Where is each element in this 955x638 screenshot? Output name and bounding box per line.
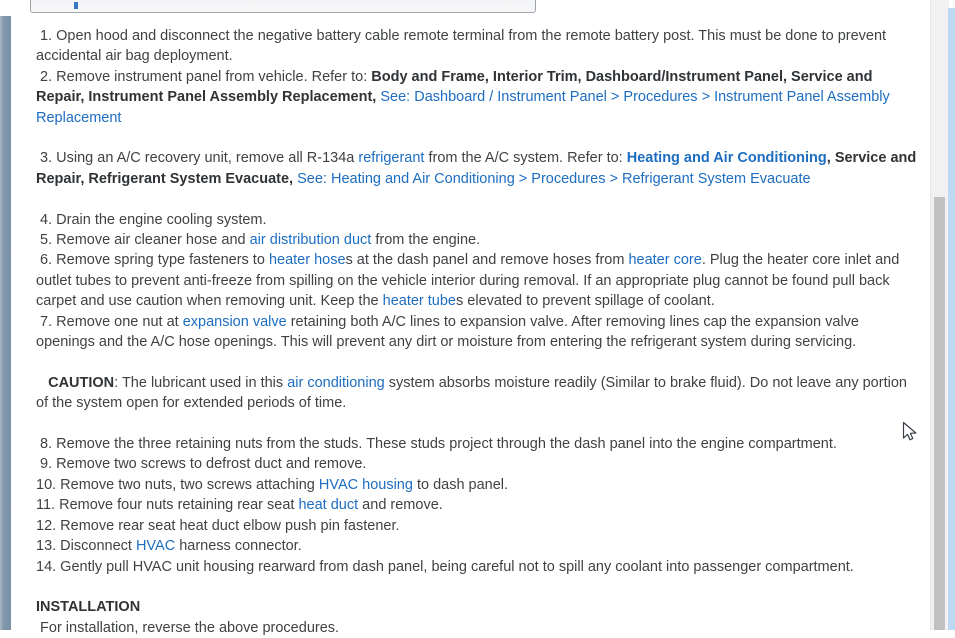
inline-link[interactable]: air distribution duct xyxy=(249,232,372,249)
text-run: to dash panel. xyxy=(412,476,509,493)
procedure-document xyxy=(36,26,920,638)
step-14 xyxy=(36,557,920,577)
text-run: Body and Frame, Interior Trim, Dashboard/Instrument Panel, Service and Repair, Instrument Panel Assembly Replacement, xyxy=(36,68,877,106)
step-2 xyxy=(36,67,920,128)
step-13 xyxy=(36,536,920,556)
inline-link[interactable]: air conditioning xyxy=(287,374,385,391)
inline-link[interactable]: See: Dashboard / Instrument Panel > Procedures > Instrument Panel Assembly Replacement xyxy=(36,89,894,126)
text-run: 8. Remove the three retaining nuts from the studs. These studs project through the dash panel into the engine compartment. xyxy=(36,436,837,453)
text-run: 12. Remove rear seat heat duct elbow push pin fastener. xyxy=(36,517,400,534)
text-run: retaining both A/C lines to expansion valve. After removing lines cap the expansion valve openings and the A/C hose openings. This will prevent any dirt or moisture from entering the refrigerant system during servicing. xyxy=(36,313,864,351)
text-run: harness connector. xyxy=(175,538,302,555)
step-3 xyxy=(36,148,920,189)
step-5 xyxy=(36,230,920,250)
inline-link[interactable]: HVAC housing xyxy=(318,476,413,493)
installation-note xyxy=(36,618,920,638)
text-run: from the engine. xyxy=(371,232,481,249)
text-run: 13. Disconnect xyxy=(36,538,136,555)
text-run: , Service and Repair, Refrigerant System Evacuate, xyxy=(36,150,921,187)
paragraph-group xyxy=(36,373,920,414)
inline-link[interactable]: heater tube xyxy=(382,293,456,310)
text-run: s at the dash panel and remove hoses from xyxy=(345,252,629,269)
step-7 xyxy=(36,312,920,353)
paragraph-group xyxy=(36,26,920,128)
text-run: 11. Remove four nuts retaining rear seat xyxy=(36,497,299,514)
inline-link[interactable]: See: Heating and Air Conditioning > Procedures > Refrigerant System Evacuate xyxy=(297,170,811,187)
text-run: from the A/C system. Refer to: xyxy=(424,150,627,167)
text-run: 14. Gently pull HVAC unit housing rearward from dash panel, being careful not to spill any coolant into passenger compartment. xyxy=(36,558,854,575)
inline-link[interactable]: refrigerant xyxy=(358,150,425,167)
scrollbar-thumb[interactable] xyxy=(934,197,945,630)
text-run: system absorbs moisture readily (Similar to brake fluid). Do not leave any portion of the system open for extended periods of time. xyxy=(36,374,911,412)
clipped-top-panel xyxy=(30,0,536,13)
text-run: 3. Using an A/C recovery unit, remove all R-134a xyxy=(36,150,359,167)
text-run xyxy=(36,375,48,391)
vertical-scrollbar[interactable] xyxy=(930,0,949,630)
text-run: s elevated to prevent spillage of coolant. xyxy=(456,293,715,310)
text-run: CAUTION xyxy=(48,374,115,391)
left-sidebar-edge xyxy=(0,16,11,630)
step-8 xyxy=(36,434,920,454)
step-4 xyxy=(36,210,920,230)
step-1 xyxy=(36,26,920,67)
right-edge-strip xyxy=(948,8,955,630)
text-run: and remove. xyxy=(358,497,443,514)
installation-heading xyxy=(36,597,920,617)
inline-link[interactable]: heater core xyxy=(628,252,702,269)
clipped-link-fragment xyxy=(74,2,78,9)
text-run: 2. Remove instrument panel from vehicle. Refer to: xyxy=(36,68,372,85)
inline-link[interactable]: Heating and Air Conditioning xyxy=(626,150,827,167)
paragraph-group xyxy=(36,210,920,353)
text-run: . Plug the heater core inlet and outlet tubes to prevent anti-freeze from spilling on the vehicle interior during removal. If an appropriate plug cannot be found pull back carpet and use caution when removing unit. Keep the xyxy=(36,252,904,310)
text-run: 10. Remove two nuts, two screws attaching xyxy=(36,476,319,493)
step-11 xyxy=(36,495,920,515)
paragraph-group xyxy=(36,597,920,638)
step-12 xyxy=(36,516,920,536)
text-run: 9. Remove two screws to defrost duct and remove. xyxy=(36,456,367,473)
text-run: 4. Drain the engine cooling system. xyxy=(36,211,267,228)
paragraph-group xyxy=(36,434,920,577)
inline-link[interactable]: expansion valve xyxy=(182,313,287,330)
step-6 xyxy=(36,250,920,311)
mouse-cursor xyxy=(900,421,920,443)
inline-link[interactable]: heater hose xyxy=(268,252,346,269)
text-run: 1. Open hood and disconnect the negative battery cable remote terminal from the remote battery post. This must be done to prevent accidental air bag deployment. xyxy=(36,28,891,65)
text-run: : The lubricant used in this xyxy=(114,374,288,391)
text-run: For installation, reverse the above procedures. xyxy=(36,619,340,636)
paragraph-group xyxy=(36,148,920,189)
text-run: 5. Remove air cleaner hose and xyxy=(36,232,250,249)
step-10 xyxy=(36,475,920,495)
step-9 xyxy=(36,454,920,474)
inline-link[interactable]: heat duct xyxy=(298,497,359,514)
text-run: INSTALLATION xyxy=(36,599,141,616)
inline-link[interactable]: HVAC xyxy=(135,538,176,555)
text-run: 6. Remove spring type fasteners to xyxy=(36,252,269,269)
text-run: 7. Remove one nut at xyxy=(36,313,183,330)
caution-note xyxy=(36,373,920,414)
